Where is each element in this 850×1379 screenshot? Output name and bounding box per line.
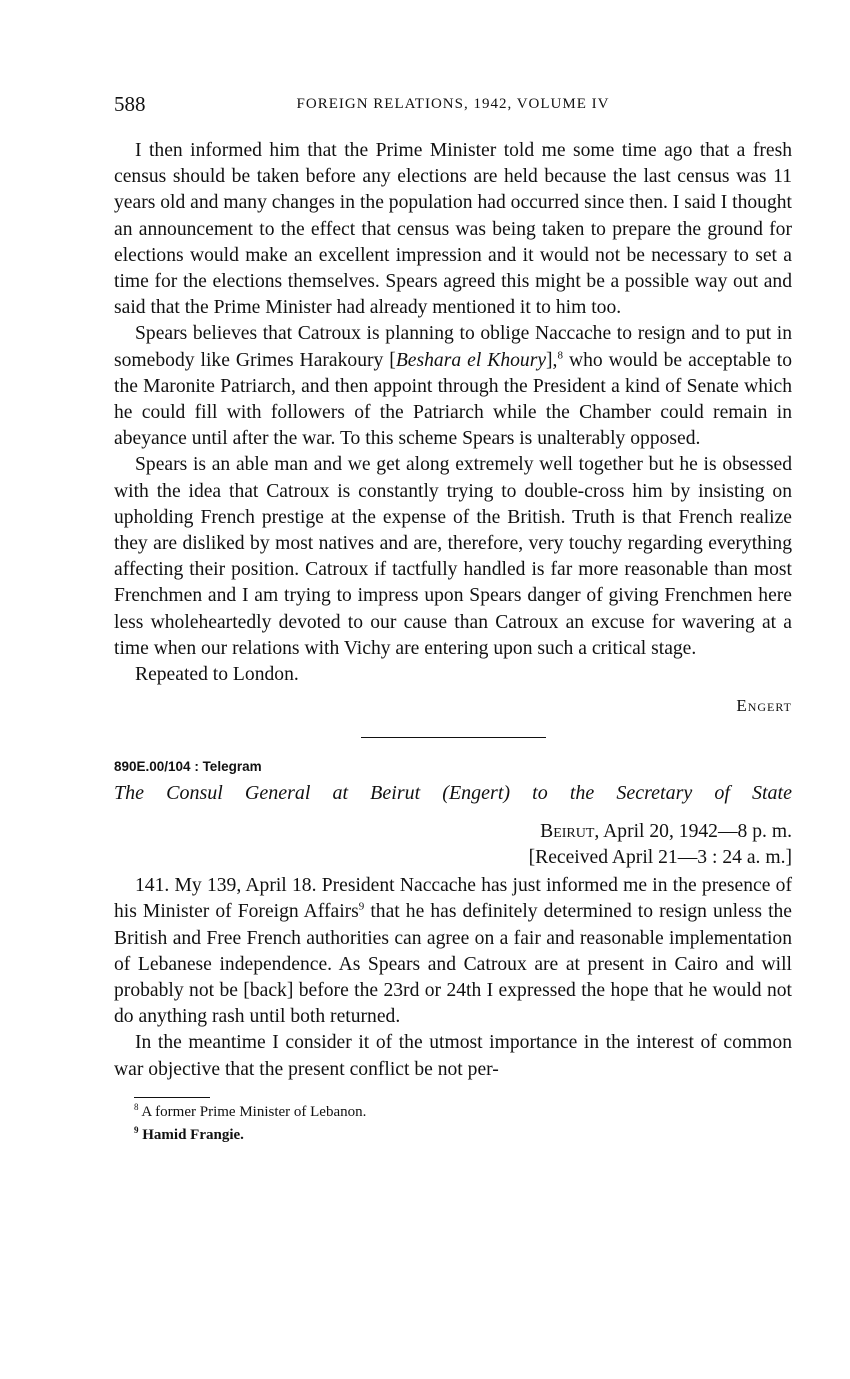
dateline (114, 819, 792, 871)
dateline-place: Beirut, (540, 821, 600, 843)
paragraph-5 (114, 873, 792, 1030)
document-page (114, 86, 792, 1144)
paragraph-3: Spears is an able man and we get along extremely well together but he is obsessed with the idea that Catroux is constantly trying to double-cross him by insisting on upholding French prestige at the expense of the British. Truth is that French realize they are disliked by most natives and are, therefore, very touchy regarding everything affecting their position. Catroux if tactfully handled is far more reasonable than most Frenchmen and I am trying to impress upon Spears danger of giving Frenchmen here less wholeheartedly devoted to our cause than Catroux an excuse for wavering at a time when our relations with Vichy are entering upon such a critical stage. (114, 454, 792, 659)
dateline-sent (114, 819, 792, 845)
paragraph-2-italic-name: Beshara el Khoury (395, 349, 547, 371)
signature: Engert (736, 696, 792, 716)
dateline-received: [Received April 21—3 : 24 a. m.] (528, 847, 792, 869)
page-number: 588 (114, 92, 146, 116)
footnote-9 (134, 1121, 792, 1144)
paragraph-5-text-b: that he has definitely determined to resign unless the British and Free French authorities can agree on a fair and reasonable implementation of Lebanese independence. As Spears and Catroux are at present in Cairo and will probably not be [back] before the 23rd or 24th I expressed the hope that he would not do anything rash until both returned. (114, 901, 793, 1028)
footnote-8-mark: 8 (134, 1101, 139, 1112)
paragraph-4: Repeated to London. (135, 664, 299, 686)
document-title-part-1: The Consul General at Beirut ( (114, 782, 449, 805)
paragraph-2-text-a: Spears believes that Catroux is planning to oblige Naccache to resign and to put in somebody like Grimes Harakoury [ (114, 323, 792, 371)
footnote-8-text: A former Prime Minister of Lebanon. (138, 1103, 367, 1120)
paragraph-6: In the meantime I consider it of the utmost importance in the interest of common war objective that the present conflict be not per- (114, 1032, 792, 1080)
paragraph-2 (114, 321, 792, 452)
footnote-9-mark: 9 (134, 1124, 139, 1135)
footnote-8 (134, 1098, 792, 1121)
paragraph-2-text-b: who would be acceptable to the Maronite Patriarch, and then appoint through the President a kind of Senate which he could fill with followers of the Patriarch while the Chamber could remain in abeyance until after the war. To this scheme Spears is unalterably opposed. (114, 349, 792, 450)
paragraph-5-text-a: 141. My 139, April 18. President Naccache has just informed me in the presence of his Minister of Foreign Affairs (114, 875, 792, 923)
document-title (114, 782, 792, 805)
document-title-name: Engert (448, 782, 504, 805)
paragraph-1: I then informed him that the Prime Minister told me some time ago that a fresh census should be taken before any elections are held because the last census was 11 years old and many changes in the population had occurred since then. I said I thought an announcement to the effect that census was being taken to prepare the ground for elections would make an excellent impression and it would not be necessary to set a time for the elections themselves. Spears agreed this might be a possible way out and said that the Prime Minister had already mentioned it to him too. (114, 140, 792, 319)
section-divider (361, 737, 546, 738)
footnote-ref-9[interactable]: 9 (358, 900, 365, 913)
footnote-9-text: Hamid Frangie. (138, 1126, 244, 1143)
document-title-part-2: ) to the Secretary of State (503, 782, 792, 805)
footnote-ref-8[interactable]: 8 (557, 349, 563, 362)
running-title: FOREIGN RELATIONS, 1942, VOLUME IV (296, 96, 610, 112)
page-header (114, 86, 792, 120)
dateline-date: April 20, 1942—8 p. m. (599, 821, 792, 843)
file-number: 890E.00/104 : Telegram (114, 759, 262, 775)
paragraph-2-bracket: ], (546, 349, 558, 371)
